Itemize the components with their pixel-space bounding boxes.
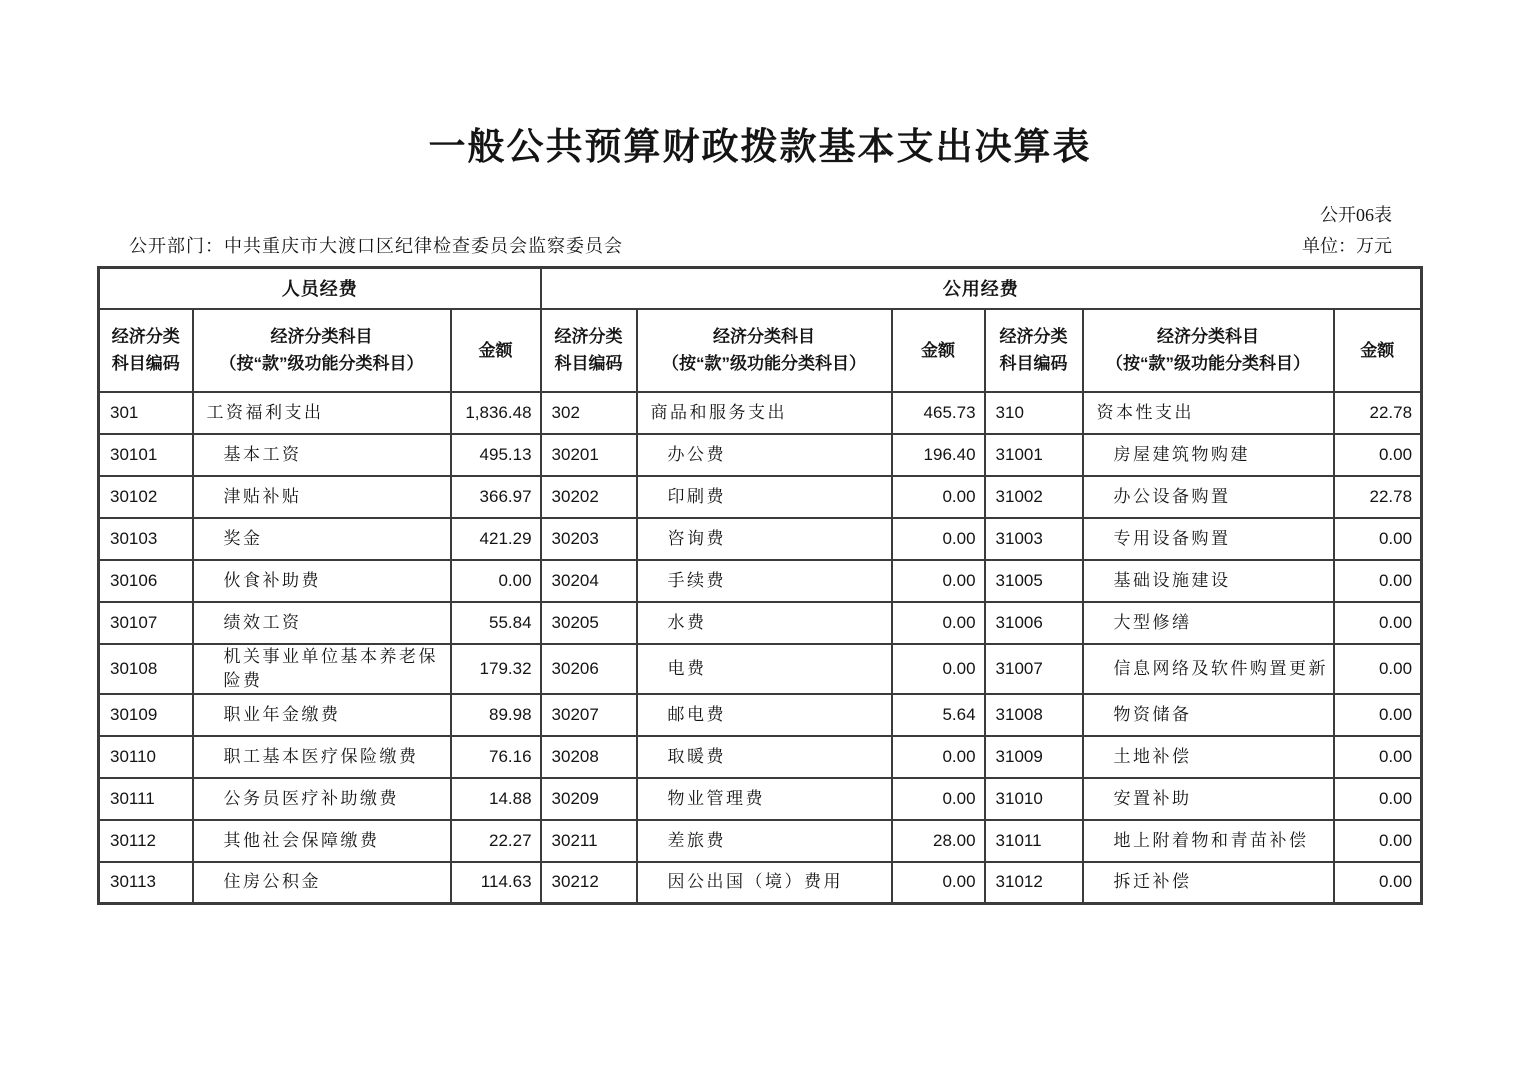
subject-name-cell: 职业年金缴费 [193,694,451,736]
table-row [99,434,1422,476]
amount-cell: 1,836.48 [451,392,541,434]
group-header-row [99,268,1422,309]
subject-column-header [193,309,451,392]
code-header-line2: 科目编码 [111,354,180,373]
amount-cell: 0.00 [892,560,985,602]
subject-name-cell: 绩效工资 [193,602,451,644]
economic-code-cell: 31001 [985,434,1083,476]
subject-name-cell: 电费 [637,644,892,694]
economic-code-cell: 31003 [985,518,1083,560]
table-row [99,518,1422,560]
code-header-line1: 经济分类 [111,327,180,346]
economic-code-cell: 30107 [99,602,193,644]
table-row [99,736,1422,778]
economic-code-cell: 30102 [99,476,193,518]
economic-code-cell: 302 [541,392,637,434]
amount-cell: 0.00 [451,560,541,602]
economic-code-cell: 30201 [541,434,637,476]
subject-column-header [1083,309,1334,392]
economic-code-cell: 301 [99,392,193,434]
amount-cell: 196.40 [892,434,985,476]
subject-name-cell: 其他社会保障缴费 [193,820,451,862]
economic-code-cell: 30106 [99,560,193,602]
amount-cell: 5.64 [892,694,985,736]
table-row [99,560,1422,602]
amount-cell: 0.00 [1334,560,1422,602]
economic-code-cell: 30101 [99,434,193,476]
budget-table [97,266,1423,905]
subject-header-line2: （按“款”级功能分类科目） [662,354,867,373]
amount-cell: 421.29 [451,518,541,560]
subject-header-line1: 经济分类科目 [713,327,816,346]
subject-name-cell: 职工基本医疗保险缴费 [193,736,451,778]
table-row [99,644,1422,694]
economic-code-cell: 31002 [985,476,1083,518]
economic-code-cell: 30208 [541,736,637,778]
document-body [97,204,1420,905]
amount-cell: 0.00 [892,644,985,694]
amount-cell: 22.78 [1334,392,1422,434]
amount-cell: 0.00 [1334,862,1422,904]
unit-label: 单位：万元 [1302,236,1392,256]
economic-code-cell: 30206 [541,644,637,694]
amount-column-header: 金额 [451,309,541,392]
amount-cell: 0.00 [1334,736,1422,778]
economic-code-cell: 30109 [99,694,193,736]
amount-cell: 0.00 [1334,518,1422,560]
economic-code-cell: 30112 [99,820,193,862]
amount-cell: 22.27 [451,820,541,862]
subject-name-cell: 咨询费 [637,518,892,560]
form-number: 公开06表 [1320,205,1392,225]
column-header-row [99,309,1422,392]
subject-name-cell: 专用设备购置 [1083,518,1334,560]
subject-name-cell: 物业管理费 [637,778,892,820]
subject-name-cell: 商品和服务支出 [637,392,892,434]
subject-name-cell: 住房公积金 [193,862,451,904]
subject-name-cell: 物资储备 [1083,694,1334,736]
subject-name-cell: 取暖费 [637,736,892,778]
amount-cell: 0.00 [892,518,985,560]
subject-name-cell: 土地补偿 [1083,736,1334,778]
table-row [99,862,1422,904]
subject-column-header [637,309,892,392]
amount-cell: 0.00 [1334,602,1422,644]
subject-name-cell: 基本工资 [193,434,451,476]
economic-code-cell: 310 [985,392,1083,434]
economic-code-cell: 31005 [985,560,1083,602]
subject-header-line2: （按“款”级功能分类科目） [219,354,424,373]
subject-name-cell: 伙食补助费 [193,560,451,602]
subject-name-cell: 资本性支出 [1083,392,1334,434]
economic-code-cell: 30202 [541,476,637,518]
economic-code-cell: 30108 [99,644,193,694]
amount-cell: 14.88 [451,778,541,820]
economic-code-cell: 30212 [541,862,637,904]
subject-name-cell: 印刷费 [637,476,892,518]
amount-cell: 0.00 [1334,644,1422,694]
page-title: 一般公共预算财政拨款基本支出决算表 [428,126,1092,167]
subject-name-cell: 工资福利支出 [193,392,451,434]
subject-header-line1: 经济分类科目 [270,327,373,346]
code-column-header [985,309,1083,392]
amount-cell: 0.00 [892,476,985,518]
subject-header-line2: （按“款”级功能分类科目） [1106,354,1311,373]
economic-code-cell: 30103 [99,518,193,560]
amount-cell: 89.98 [451,694,541,736]
subject-name-cell: 安置补助 [1083,778,1334,820]
amount-cell: 495.13 [451,434,541,476]
amount-cell: 0.00 [1334,434,1422,476]
amount-cell: 366.97 [451,476,541,518]
economic-code-cell: 31010 [985,778,1083,820]
economic-code-cell: 30205 [541,602,637,644]
subject-name-cell: 邮电费 [637,694,892,736]
amount-cell: 114.63 [451,862,541,904]
code-header-line1: 经济分类 [554,327,623,346]
amount-cell: 0.00 [1334,820,1422,862]
table-row [99,602,1422,644]
subject-header-line1: 经济分类科目 [1157,327,1260,346]
amount-column-header: 金额 [1334,309,1422,392]
economic-code-cell: 31008 [985,694,1083,736]
amount-cell: 0.00 [1334,694,1422,736]
code-header-line2: 科目编码 [999,354,1068,373]
amount-cell: 28.00 [892,820,985,862]
table-row [99,820,1422,862]
subject-name-cell: 手续费 [637,560,892,602]
subject-name-cell: 差旅费 [637,820,892,862]
table-row [99,476,1422,518]
subject-name-cell: 公务员医疗补助缴费 [193,778,451,820]
subject-name-cell: 信息网络及软件购置更新 [1083,644,1334,694]
group-header-public: 公用经费 [541,268,1422,309]
economic-code-cell: 30113 [99,862,193,904]
subject-name-cell: 因公出国（境）费用 [637,862,892,904]
table-row [99,392,1422,434]
subject-name-cell: 大型修缮 [1083,602,1334,644]
economic-code-cell: 30203 [541,518,637,560]
meta-line [97,235,1420,257]
code-header-line1: 经济分类 [999,327,1068,346]
amount-cell: 465.73 [892,392,985,434]
table-row [99,694,1422,736]
subject-name-cell: 水费 [637,602,892,644]
amount-cell: 179.32 [451,644,541,694]
economic-code-cell: 30111 [99,778,193,820]
amount-cell: 0.00 [1334,778,1422,820]
economic-code-cell: 30209 [541,778,637,820]
amount-cell: 0.00 [892,862,985,904]
amount-cell: 55.84 [451,602,541,644]
economic-code-cell: 31009 [985,736,1083,778]
code-column-header [541,309,637,392]
department-label: 公开部门：中共重庆市大渡口区纪律检查委员会监察委员会 [129,236,623,256]
amount-cell: 0.00 [892,602,985,644]
subject-name-cell: 奖金 [193,518,451,560]
economic-code-cell: 30207 [541,694,637,736]
subject-name-cell: 办公设备购置 [1083,476,1334,518]
amount-cell: 76.16 [451,736,541,778]
subject-name-cell: 机关事业单位基本养老保险费 [193,644,451,694]
amount-column-header: 金额 [892,309,985,392]
amount-cell: 0.00 [892,736,985,778]
subject-name-cell: 津贴补贴 [193,476,451,518]
subject-name-cell: 地上附着物和青苗补偿 [1083,820,1334,862]
code-column-header [99,309,193,392]
economic-code-cell: 31011 [985,820,1083,862]
economic-code-cell: 31012 [985,862,1083,904]
economic-code-cell: 31007 [985,644,1083,694]
economic-code-cell: 30204 [541,560,637,602]
subject-name-cell: 拆迁补偿 [1083,862,1334,904]
subject-name-cell: 基础设施建设 [1083,560,1334,602]
amount-cell: 22.78 [1334,476,1422,518]
code-header-line2: 科目编码 [554,354,623,373]
economic-code-cell: 30211 [541,820,637,862]
subject-name-cell: 房屋建筑物购建 [1083,434,1334,476]
economic-code-cell: 30110 [99,736,193,778]
subject-name-cell: 办公费 [637,434,892,476]
amount-cell: 0.00 [892,778,985,820]
group-header-personnel: 人员经费 [99,268,541,309]
economic-code-cell: 31006 [985,602,1083,644]
table-row [99,778,1422,820]
